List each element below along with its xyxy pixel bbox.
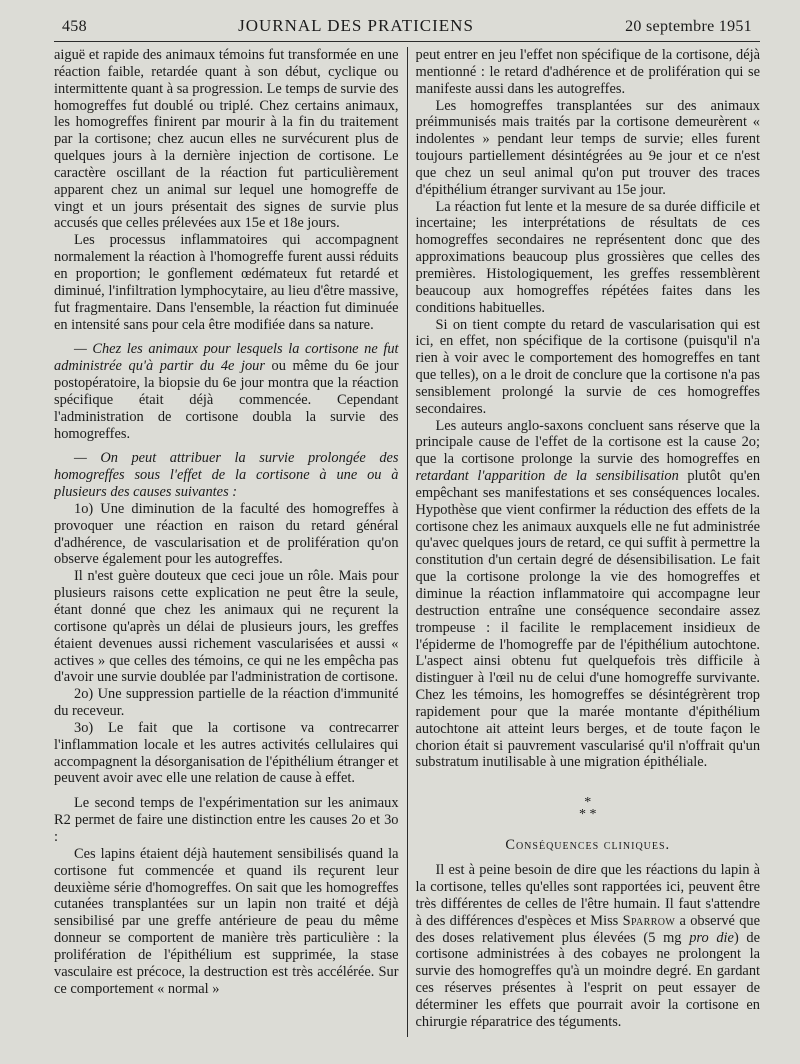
- article-body: [54, 47, 760, 1037]
- issue-date: 20 septembre 1951: [625, 18, 752, 35]
- asterisk-top: *: [584, 795, 592, 811]
- paragraph-text: a observé que des doses relativement plus élevées (5 mg: [415, 912, 761, 946]
- paragraph: Le second temps de l'expérimentation sur les animaux R2 permet de faire une distinction entre les causes 2o et 3o :: [54, 795, 399, 845]
- paragraph: Ces lapins étaient déjà hautement sensibilisés quand la cortisone fut commencée et quand ils reçurent leur deuxième série d'homogreffes. On sait que les homogreffes cutanées transplantées sur un lapin non traité et déjà sensibilisé par une greffe antérieure de peau du même donneur se comportent de manière très particulière : la prolifération de l'épithélium est supprimée, la stase vasculaire est précoce, la destruction est très accélérée. Sur ce comportement « normal »: [54, 845, 399, 997]
- paragraph: Il n'est guère douteux que ceci joue un rôle. Mais pour plusieurs raisons cette explication ne peut être la seule, étant donné que chez les animaux qui ne reçurent la cortisone qu'après un délai de plusieurs jours, les greffes étaient devenues aussi richement vascularisées et aussi « actives » que celles des témoins, ce qui ne les empêcha pas d'avoir une survie doublée par l'administration de cortisone.: [54, 568, 399, 686]
- paragraph-text: ou même du 6e jour postopératoire, la biopsie du 6e jour montra que la réaction spécifique était déjà commencée. Cependant l'administration de cortisone doubla la survie des homogreffes.: [54, 358, 399, 442]
- italic-phrase: pro die: [689, 929, 734, 946]
- section-heading: Conséquences cliniques.: [505, 837, 671, 854]
- paragraph: Les homogreffes transplantées sur des animaux préimmunisés mais traités par la cortisone demeurèrent « indolentes » pendant leur temps de survie; elles furent toujours partiellement désintégrées au 9e jour et ce n'est que chez un seul animal qu'on put trouver des traces d'épithélium étranger survivant au 15e jour.: [415, 97, 761, 198]
- left-column: [54, 47, 399, 1037]
- paragraph: Les processus inflammatoires qui accompagnent normalement la réaction à l'homogreffe furent aussi réduits en proportion; le gonflement œdémateux fut retardé et diminué, l'infiltration lymphocytaire, au lieu d'être massive, fut fragmentaire. Dans l'ensemble, la réaction fut diminuée en intensité sans pour cela être modifiée dans sa nature.: [54, 232, 399, 333]
- column-divider: [407, 47, 408, 1037]
- author-name: Sparrow: [622, 912, 676, 929]
- paragraph: peut entrer en jeu l'effet non spécifique de la cortisone, déjà mentionné : le retard d'adhérence et de prolifération qui se manifeste aussi dans les autogreffes.: [415, 47, 761, 97]
- paragraph: [416, 418, 761, 772]
- italic-phrase: retardant l'apparition de la sensibilisation: [415, 468, 679, 485]
- paragraph-text: Les auteurs anglo-saxons concluent sans réserve que la principale cause de l'effet de la cortisone est la cause 2o; que la cortisone prolonge la survie des homogreffes en: [415, 417, 761, 468]
- paragraph: Si on tient compte du retard de vascularisation qui est ici, en effet, non spécifique de la cortisone (puisqu'il n'a rien à voir avec le comportement des homogreffes en tant que telles), on a le droit de conclure que la cortisone n'a pas sensiblement prolongé la survie de ces homogreffes secondaires.: [415, 316, 761, 417]
- italic-lead: — Chez les animaux pour lesquels la cortisone ne fut administrée qu'à partir du 4e jour: [54, 341, 399, 375]
- list-item: 1o) Une diminution de la faculté des homogreffes à provoquer une réaction en raison du retard général d'adhérence, de vascularisation et de prolifération qu'on observe également pour les autogreffes.: [54, 500, 399, 568]
- paragraph: aiguë et rapide des animaux témoins fut transformée en une réaction faible, retardée quant à son début, cyclique ou intermittente quant à sa progression. Le temps de survie des homogreffes fut doublé ou triplé. Chez certains animaux, les homogreffes finirent par mourir à la fin du traitement par la cortisone; chez aucun elles ne survécurent plus de quelques jours à la dernière injection de cortisone. Le caractère oscillant de la réaction fut particulièrement apparent chez un animal sur lequel une homogreffe de vingt et un jours présentait des signes de survie plus accusés que celles prélevées aux 15e et 18e jours.: [54, 47, 399, 232]
- list-item: 2o) Une suppression partielle de la réaction d'immunité du receveur.: [54, 686, 399, 720]
- asterisk-bottom: * *: [579, 807, 597, 823]
- page-header: [54, 16, 760, 42]
- paragraph: — On peut attribuer la survie prolongée des homogreffes sous l'effet de la cortisone à une ou à plusieurs des causes suivantes :: [54, 450, 399, 501]
- asterism: [416, 797, 761, 821]
- paragraph-text: plutôt qu'en empêchant ses manifestations et ses conséquences locales. Hypothèse que vient confirmer la réduction des effets de la cortisone chez les animaux auxquels elle ne fut administrée qu'avec quelques jours de retard, ce qui suffit à permettre la constitution d'un certain degré de désensibilisation. Le fait que la cortisone prolonge la vie des homogreffes et diminue la réaction inflammatoire qui accompagne leur destruction entraîne une conséquence secondaire assez trompeuse : il facilite le remplacement insidieux de l'épiderme de l'homogreffe par de l'épithélium autochtone. L'aspect ainsi obtenu fut quelquefois très difficile à distinguer à l'œil nu de celui d'une homogreffe survivante. Chez les témoins, les homogreffes se désintégrèrent trop rapidement pour que la marée montante d'épithélium autochtone ait atteint leurs berges, et de toute façon le chorion était si pauvrement vascularisé qu'il n'offrait qu'un substratum inutilisable à une migration épithéliale.: [415, 468, 761, 771]
- journal-title: JOURNAL DES PRATICIENS: [238, 16, 474, 35]
- paragraph: La réaction fut lente et la mesure de sa durée difficile et incertaine; les interprétations de résultats de ces homogreffes secondaires ne représentent donc que des approximations beaucoup plus grossières que celles des premières. Histologiquement, les greffes ressemblèrent beaucoup aux homogreffes répétées faites dans les conditions habituelles.: [415, 198, 761, 316]
- paragraph-text: ) de cortisone administrées à des cobayes ne prolongent la survie des homogreffes qu'à un moindre degré. En gardant ces réserves présentes à l'esprit on peut essayer de déterminer les effets que pourrait avoir la cortisone en chirurgie réparatrice des téguments.: [415, 929, 761, 1030]
- list-item: 3o) Le fait que la cortisone va contrecarrer l'inflammation locale et les autres activités cellulaires qui accompagnent la désorganisation de l'épithélium étranger et peuvent avoir avec elle une relation de cause à effet.: [54, 719, 399, 787]
- paragraph: [54, 341, 399, 442]
- page-number: 458: [62, 18, 87, 35]
- paragraph-text: Il est à peine besoin de dire que les réactions du lapin à la cortisone, telles qu'elles sont rapportées ici, peuvent être très différentes de celles de l'être humain. Il faut s'attendre à des différences d'espèces et Miss: [415, 862, 761, 929]
- paragraph: [416, 862, 761, 1030]
- right-column: [416, 47, 761, 1037]
